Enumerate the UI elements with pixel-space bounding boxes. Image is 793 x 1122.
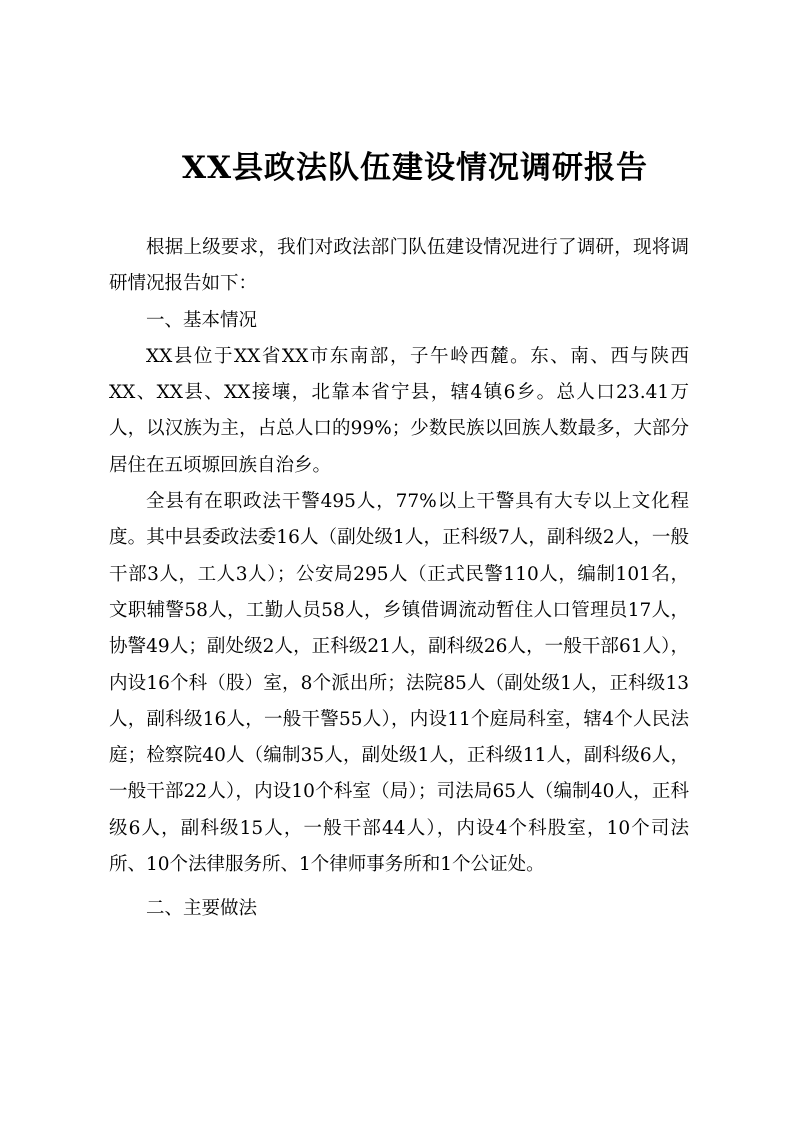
paragraph-county-overview: XX县位于XX省XX市东南部，子午岭西麓。东、南、西与陕西XX、XX县、XX接壤，北靠本省宁县，辖4镇6乡。总人口23.41万人，以汉族为主，占总人口的99%；少数民族以回族人数最多，大部分居住在五顷塬回族自治乡。 <box>109 345 689 476</box>
document-body <box>109 230 689 928</box>
section-heading-main-practices: 二、主要做法 <box>146 898 258 920</box>
section-heading-basic-situation: 一、基本情况 <box>146 309 258 331</box>
intro-paragraph: 根据上级要求，我们对政法部门队伍建设情况进行了调研，现将调研情况报告如下： <box>109 237 689 295</box>
paragraph-staff-statistics: 全县有在职政法干警495人，77%以上干警具有大专以上文化程度。其中县委政法委16人（副处级1人，正科级7人，副科级2人，一般干部3人，工人3人）；公安局295人（正式民警110人，编制101名，文职辅警58人，工勤人员58人，乡镇借调流动暂住人口管理员17人，协警49人；副处级2人，正科级21人，副科级26人，一般干部61人），内设16个科（股）室，8个派出所；法院85人（副处级1人，正科级13人，副科级16人，一般干警55人），内设11个庭局科室，辖4个人民法庭；检察院40人（编制35人，副处级1人，正科级11人，副科级6人，一般干部22人），内设10个科室（局）；司法局65人（编制40人，正科级6人，副科级15人，一般干部44人），内设4个科股室，10个司法所、10个法律服务所、1个律师事务所和1个公证处。 <box>109 491 689 876</box>
document-title: XX县政法队伍建设情况调研报告 <box>181 150 649 186</box>
